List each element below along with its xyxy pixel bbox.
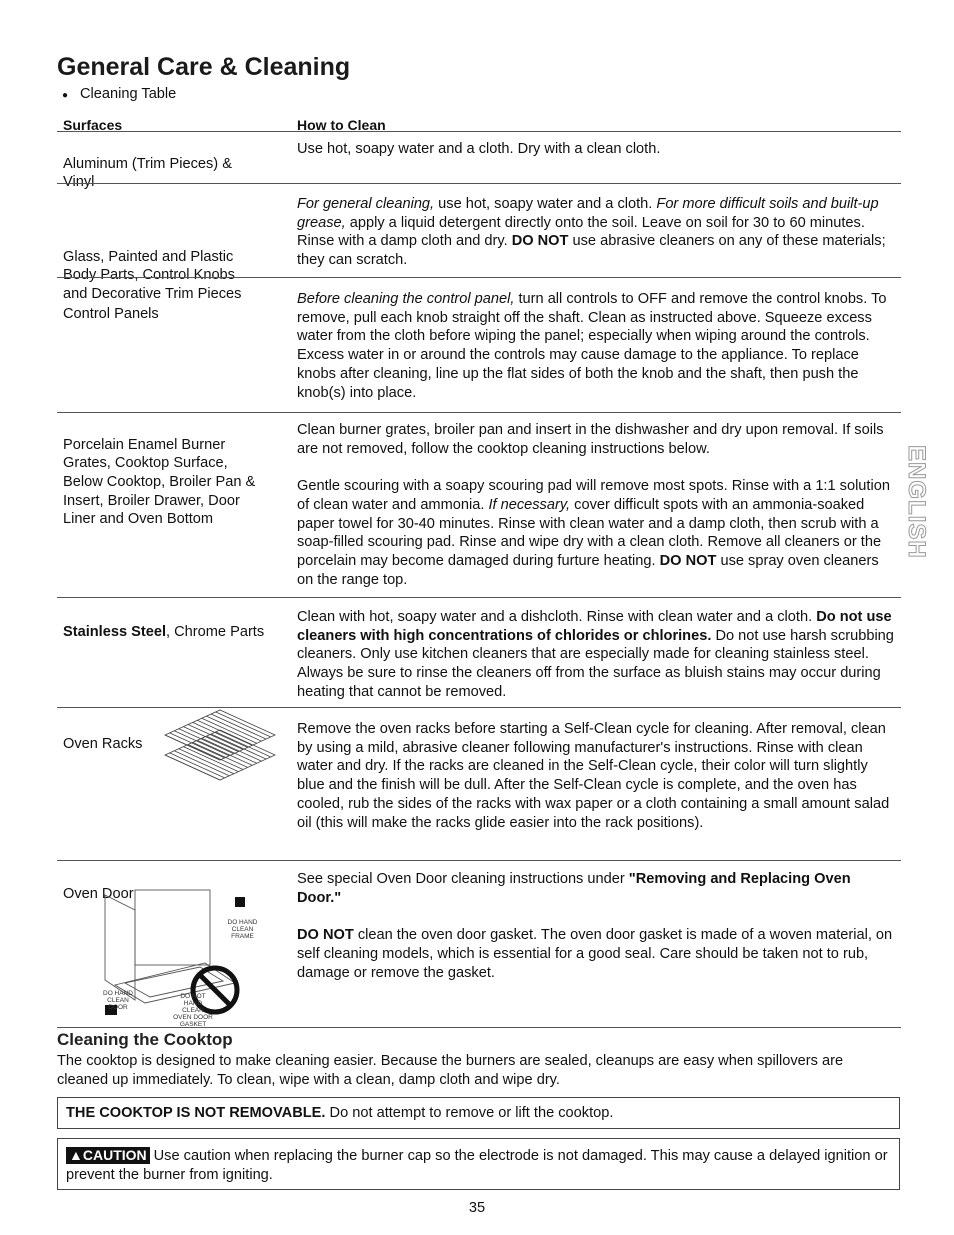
text-segment: Before cleaning the control panel, [297, 291, 515, 307]
row-divider [57, 597, 901, 598]
how-to-clean-cell [297, 195, 897, 270]
text-segment: DO NOT [659, 552, 717, 569]
text-segment: If necessary, [488, 496, 571, 513]
paragraph [63, 436, 263, 530]
paragraph [297, 421, 897, 458]
section-heading: Cleaning the Cooktop [57, 1030, 233, 1049]
bullet-label: Cleaning Table [80, 86, 177, 102]
how-to-clean-cell [297, 140, 897, 159]
how-to-clean-cell [297, 608, 897, 702]
column-header-surfaces: Surfaces [63, 117, 123, 133]
paragraph [297, 140, 897, 159]
label-clean-frame: DO HAND CLEAN FRAME [227, 919, 258, 940]
text-segment: See special Oven Door cleaning instructions under [297, 871, 629, 887]
text-segment: use spray oven cleaners on the range top. [297, 552, 879, 588]
paragraph [63, 155, 258, 192]
side-tab-label: ENGLISH [903, 445, 930, 559]
text-segment: For general cleaning, [297, 196, 435, 212]
caution-label: CAUTION [82, 1147, 147, 1163]
row-divider [57, 183, 901, 184]
text-segment: use abrasive cleaners on any of these materials; they can scratch. [297, 233, 886, 269]
text-segment: Clean burner grates, broiler pan and insert in the dishwasher and dry upon removal. If soils are not removed, follow the cooktop cleaning instructions below. [297, 422, 884, 457]
text-segment: DO NOT [511, 233, 569, 250]
notice-text: Do not attempt to remove or lift the cooktop. [325, 1105, 614, 1121]
text-segment: Control Panels [63, 305, 159, 322]
surface-cell [63, 608, 283, 656]
text-segment: DO NOT [297, 927, 354, 944]
text-segment: , Chrome Parts [166, 623, 265, 640]
oven-racks-illustration [160, 705, 280, 785]
text-segment: Oven Door [63, 885, 134, 902]
label-gasket: DO NOT HAND CLEAN OVEN DOOR GASKET [173, 993, 213, 1028]
label-clean-door: DO HAND CLEAN DOOR [103, 990, 133, 1011]
how-to-clean-cell [297, 290, 897, 402]
notice-bold: THE COOKTOP IS NOT REMOVABLE. [66, 1105, 326, 1121]
paragraph [297, 720, 897, 832]
text-segment: "Removing and Replacing Oven Door." [297, 871, 851, 906]
surface-cell [63, 421, 263, 544]
text-segment: For more difficult soils and built-up grease, [297, 196, 879, 231]
how-to-clean-cell [297, 870, 897, 982]
paragraph [297, 926, 897, 982]
text-segment: Do not use cleaners with high concentrations of chlorides or chlorines. [297, 609, 892, 644]
text-segment: Porcelain Enamel Burner Grates, Cooktop Surface, Below Cooktop, Broiler Pan & Insert, Broiler Drawer, Door Liner and Oven Bottom [63, 436, 256, 528]
text-segment: use hot, soapy water and a cloth. [434, 196, 657, 212]
page-title: General Care & Cleaning [57, 53, 351, 81]
row-divider [57, 277, 901, 278]
section-body: The cooktop is designed to make cleaning easier. Because the burners are sealed, cleanups are easy when spillovers are cleaned up immediately. To clean, wipe with a clean, damp cloth and wipe dry. [57, 1053, 844, 1088]
paragraph [63, 305, 283, 324]
surface-cell [63, 140, 258, 207]
surface-cell [63, 290, 283, 338]
text-segment: Clean with hot, soapy water and a dishcloth. Rinse with clean water and a cloth. [297, 609, 817, 625]
warning-triangle-icon: ▲ [69, 1147, 83, 1163]
paragraph [297, 870, 897, 907]
text-segment: Oven Racks [63, 735, 143, 752]
notice-box [57, 1097, 900, 1129]
text-segment: Do not use harsh scrubbing cleaners. Only use kitchen cleaners that are especially made for cleaning stainless steel. Always be sure to rinse the cleaners off from the surface as bluish stains may occur during heating that cannot be removed. [297, 627, 894, 700]
how-to-clean-cell [297, 421, 897, 589]
paragraph [63, 623, 283, 642]
row-divider [57, 860, 901, 861]
column-header-how: How to Clean [297, 117, 386, 133]
text-segment: Use hot, soapy water and a cloth. Dry with a clean cloth. [297, 141, 661, 157]
paragraph [297, 195, 897, 270]
bullet-item [62, 85, 176, 106]
text-segment: Remove the oven racks before starting a Self-Clean cycle for cleaning. After removal, clean by using a mild, abrasive cleaner following manufacturer's instructions. Rinse with clean water and dry. If the racks are cleaned in the Self-Clean cycle, their color will turn slightly blue and the finish will be dull. After the Self-Clean cycle is complete, and the oven has cooled, rub the sides of the racks with wax paper or a cloth containing a small amount salad oil (this will make the racks glide easier into the rack positions). [297, 721, 890, 831]
text-segment: Stainless Steel [63, 623, 167, 640]
text-segment: cover difficult spots with an ammonia-soaked paper towel for 30-40 minutes. Rinse with clean water and a damp cloth, then scrub with a soap-filled scouring pad. Rinse and wipe dry with a clean cloth. Remove all cleaners or the porcelain may become damaged during furture heating. [297, 496, 882, 569]
row-divider [57, 412, 901, 413]
page-number: 35 [468, 1200, 486, 1216]
text-segment: turn all controls to OFF and remove the control knobs. To remove, pull each knob straight off the shaft. Clean as instructed above. Squeeze excess water from the cloth before wiping the panel; especially when wiping around the controls. Excess water in or around the controls may cause damage to the appliance. To replace knobs after cleaning, line up the flat sides of both the knob and the shaft, then push the knob(s) into place. [297, 291, 887, 401]
bullet-icon: ● [62, 90, 69, 101]
caution-text: Use caution when replacing the burner cap so the electrode is not damaged. This may cause a delayed ignition or prevent the burner from igniting. [66, 1148, 888, 1183]
oven-door-illustration [95, 885, 270, 1028]
caution-badge [66, 1147, 150, 1164]
paragraph [297, 608, 897, 702]
text-segment: clean the oven door gasket. The oven door gasket is made of a woven material, on self cleaning models, which is essential for a good seal. Care should be taken not to rub, damage or remove the gasket. [297, 927, 893, 981]
text-segment: Gentle scouring with a soapy scouring pad will remove most spots. Rinse with a 1:1 solution of clean water and ammonia. [297, 478, 890, 513]
caution-box [57, 1138, 900, 1190]
paragraph [297, 477, 897, 589]
text-segment: Aluminum (Trim Pieces) & Vinyl [63, 155, 232, 191]
how-to-clean-cell [297, 720, 897, 832]
text-segment: apply a liquid detergent directly onto the soil. Leave on soil for 30 to 60 minutes. Rinse with a damp cloth and dry. [297, 214, 865, 250]
text-segment: Glass, Painted and Plastic Body Parts, Control Knobs and Decorative Trim Pieces [63, 248, 242, 302]
header-rule [57, 131, 901, 132]
paragraph [297, 290, 897, 402]
language-side-tab [895, 445, 930, 570]
